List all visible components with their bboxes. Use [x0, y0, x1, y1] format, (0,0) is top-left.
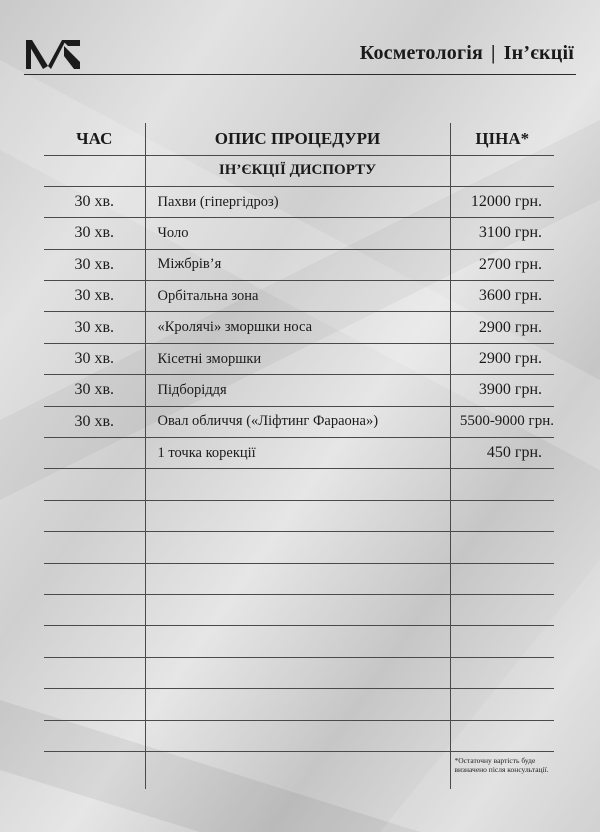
empty-cell: [44, 155, 145, 186]
empty-cell: [44, 532, 145, 563]
footnote-row: [44, 751, 554, 789]
time-cell: 30 хв.: [44, 281, 145, 312]
price-cell: 12000 грн.: [450, 186, 554, 217]
empty-row: [44, 720, 554, 751]
procedure-cell: Овал обличчя («Ліфтинг Фараона»): [145, 406, 450, 437]
empty-cell: [450, 469, 554, 500]
empty-cell: [145, 500, 450, 531]
procedure-cell: Міжбрів’я: [145, 249, 450, 280]
table-row: [44, 218, 554, 249]
empty-cell: [44, 751, 145, 789]
procedure-cell: Кісетні зморшки: [145, 343, 450, 374]
section-title: ІН’ЄКЦІЇ ДИСПОРТУ: [145, 155, 450, 186]
price-cell: 3600 грн.: [450, 281, 554, 312]
empty-cell: [450, 532, 554, 563]
procedure-cell: «Кролячі» зморшки носа: [145, 312, 450, 343]
empty-cell: [145, 657, 450, 688]
time-cell: 30 хв.: [44, 186, 145, 217]
empty-cell: [145, 720, 450, 751]
empty-cell: [450, 594, 554, 625]
table-row: [44, 343, 554, 374]
empty-row: [44, 594, 554, 625]
time-cell: 30 хв.: [44, 343, 145, 374]
procedure-cell: Чоло: [145, 218, 450, 249]
empty-cell: [450, 720, 554, 751]
time-cell: 30 хв.: [44, 406, 145, 437]
table-row: [44, 375, 554, 406]
empty-row: [44, 626, 554, 657]
empty-row: [44, 500, 554, 531]
time-cell: 30 хв.: [44, 218, 145, 249]
section-row: [44, 155, 554, 186]
empty-cell: [44, 469, 145, 500]
table-row: [44, 281, 554, 312]
empty-cell: [44, 626, 145, 657]
time-cell: 30 хв.: [44, 375, 145, 406]
table-row: [44, 406, 554, 437]
empty-cell: [145, 532, 450, 563]
time-cell: [44, 438, 145, 469]
title-category: Косметологія: [359, 42, 484, 64]
empty-cell: [44, 500, 145, 531]
procedure-cell: 1 точка корекції: [145, 438, 450, 469]
procedure-cell: Орбітальна зона: [145, 281, 450, 312]
price-cell: 2900 грн.: [450, 312, 554, 343]
empty-row: [44, 563, 554, 594]
empty-cell: [145, 626, 450, 657]
procedure-cell: Пахви (гіпергідроз): [145, 186, 450, 217]
price-cell: 5500-9000 грн.: [450, 406, 554, 437]
empty-cell: [450, 689, 554, 720]
procedure-cell: Підборіддя: [145, 375, 450, 406]
empty-cell: [44, 657, 145, 688]
logo-icon: [24, 38, 82, 70]
empty-cell: [450, 500, 554, 531]
price-cell: 2900 грн.: [450, 343, 554, 374]
empty-cell: [450, 657, 554, 688]
empty-cell: [145, 751, 450, 789]
empty-row: [44, 657, 554, 688]
empty-cell: [145, 689, 450, 720]
price-cell: 450 грн.: [450, 438, 554, 469]
empty-row: [44, 469, 554, 500]
brand-logo: [24, 38, 82, 70]
price-cell: 2700 грн.: [450, 249, 554, 280]
price-cell: 3100 грн.: [450, 218, 554, 249]
table-header-row: [44, 123, 554, 155]
column-header-procedure: ОПИС ПРОЦЕДУРИ: [145, 123, 450, 155]
time-cell: 30 хв.: [44, 312, 145, 343]
empty-cell: [145, 563, 450, 594]
title-separator: |: [491, 42, 496, 64]
time-cell: 30 хв.: [44, 249, 145, 280]
empty-cell: [145, 594, 450, 625]
column-header-price: ЦІНА*: [450, 123, 554, 155]
page-title: [360, 42, 574, 65]
empty-cell: [450, 155, 554, 186]
empty-cell: [450, 626, 554, 657]
table-row: [44, 249, 554, 280]
header-divider: [24, 74, 576, 75]
table-row: [44, 186, 554, 217]
column-header-time: ЧАС: [44, 123, 145, 155]
table-row: [44, 312, 554, 343]
footnote: *Остаточну вартість буде визначено після консультації.: [450, 751, 554, 789]
empty-cell: [44, 594, 145, 625]
table-row: [44, 438, 554, 469]
empty-row: [44, 689, 554, 720]
empty-cell: [44, 563, 145, 594]
title-subcategory: Ін’єкції: [503, 42, 574, 64]
price-cell: 3900 грн.: [450, 375, 554, 406]
empty-cell: [145, 469, 450, 500]
empty-cell: [44, 720, 145, 751]
empty-cell: [44, 689, 145, 720]
empty-row: [44, 532, 554, 563]
empty-cell: [450, 563, 554, 594]
price-table: [44, 123, 554, 789]
